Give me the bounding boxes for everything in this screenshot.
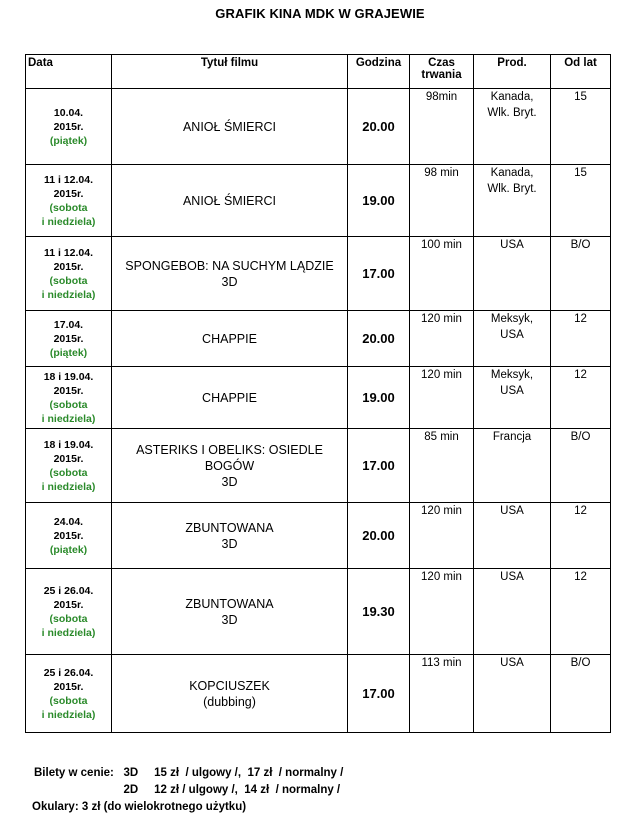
film-title-line: 3D bbox=[221, 612, 238, 627]
cell-hour: 20.00 bbox=[348, 503, 410, 569]
cell-age: B/O bbox=[551, 655, 611, 733]
weekday-text: (sobota bbox=[49, 694, 88, 707]
weekday-text: i niedziela) bbox=[41, 480, 96, 493]
production-country: Kanada, bbox=[490, 91, 534, 103]
weekday-text: (sobota bbox=[49, 274, 88, 287]
weekday-text: i niedziela) bbox=[41, 215, 96, 228]
cell-date bbox=[26, 89, 112, 165]
cell-hour: 17.00 bbox=[348, 237, 410, 311]
cell-length: 120 min bbox=[410, 569, 474, 655]
price-line-3d: Bilety w cenie: 3D 15 zł / ulgowy /, 17 zł / normalny / bbox=[34, 767, 344, 779]
table-row bbox=[26, 503, 611, 569]
cell-date bbox=[26, 569, 112, 655]
cell-length: 120 min bbox=[410, 311, 474, 367]
price-info bbox=[34, 765, 343, 816]
weekday-text: (piątek) bbox=[49, 543, 88, 556]
glasses-price: Okulary: 3 zł (do wielokrotnego użytku) bbox=[32, 801, 247, 813]
cell-date bbox=[26, 311, 112, 367]
film-title-line: SPONGEBOB: NA SUCHYM LĄDZIE bbox=[125, 258, 334, 273]
cell-film-title bbox=[112, 503, 348, 569]
cell-film-title bbox=[112, 311, 348, 367]
cell-length: 98 min bbox=[410, 165, 474, 237]
date-text: 18 i 19.04. bbox=[43, 370, 94, 383]
film-title-line: ZBUNTOWANA bbox=[185, 520, 274, 535]
table-row bbox=[26, 89, 611, 165]
header-production: Prod. bbox=[474, 55, 551, 89]
weekday-text: (sobota bbox=[49, 466, 88, 479]
prices-label: Bilety w cenie: bbox=[34, 767, 114, 779]
cell-production bbox=[474, 503, 551, 569]
cell-film-title bbox=[112, 165, 348, 237]
cell-age: 12 bbox=[551, 503, 611, 569]
cell-production bbox=[474, 165, 551, 237]
production-country: USA bbox=[500, 571, 524, 583]
cell-length: 113 min bbox=[410, 655, 474, 733]
cell-hour: 19.00 bbox=[348, 367, 410, 429]
cell-age: 15 bbox=[551, 89, 611, 165]
cell-hour: 19.00 bbox=[348, 165, 410, 237]
film-title-line: CHAPPIE bbox=[202, 390, 257, 405]
cell-length: 98min bbox=[410, 89, 474, 165]
cell-length: 120 min bbox=[410, 503, 474, 569]
cell-hour: 17.00 bbox=[348, 429, 410, 503]
cell-hour: 20.00 bbox=[348, 89, 410, 165]
date-text: 10.04. bbox=[53, 106, 84, 119]
cell-age: 12 bbox=[551, 311, 611, 367]
date-text: 25 i 26.04. bbox=[43, 666, 94, 679]
date-text: 2015r. bbox=[53, 120, 84, 133]
cell-production bbox=[474, 655, 551, 733]
film-title-line: CHAPPIE bbox=[202, 331, 257, 346]
header-title: Tytuł filmu bbox=[112, 55, 348, 89]
cell-production bbox=[474, 569, 551, 655]
film-title-line: BOGÓW bbox=[204, 458, 255, 473]
date-text: 11 i 12.04. bbox=[43, 246, 94, 259]
cell-film-title bbox=[112, 367, 348, 429]
production-country: Wlk. Bryt. bbox=[487, 183, 537, 195]
weekday-text: (piątek) bbox=[49, 134, 88, 147]
cell-length: 100 min bbox=[410, 237, 474, 311]
film-title-line: 3D bbox=[221, 274, 238, 289]
cell-production bbox=[474, 367, 551, 429]
production-country: Meksyk, bbox=[490, 313, 534, 325]
cell-age: 15 bbox=[551, 165, 611, 237]
cell-age: 12 bbox=[551, 367, 611, 429]
cell-date bbox=[26, 165, 112, 237]
production-country: Meksyk, bbox=[490, 369, 534, 381]
date-text: 2015r. bbox=[53, 260, 84, 273]
header-age: Od lat bbox=[551, 55, 611, 89]
film-title-line: ANIOŁ ŚMIERCI bbox=[182, 119, 277, 134]
film-title-line: KOPCIUSZEK bbox=[189, 678, 270, 693]
cell-film-title bbox=[112, 429, 348, 503]
cell-length: 120 min bbox=[410, 367, 474, 429]
weekday-text: (sobota bbox=[49, 201, 88, 214]
film-title-line: ASTERIKS I OBELIKS: OSIEDLE bbox=[136, 442, 323, 457]
date-text: 11 i 12.04. bbox=[43, 173, 94, 186]
cell-age: 12 bbox=[551, 569, 611, 655]
table-row bbox=[26, 165, 611, 237]
cell-film-title bbox=[112, 89, 348, 165]
weekday-text: (sobota bbox=[49, 398, 88, 411]
schedule-table bbox=[25, 54, 611, 733]
table-row bbox=[26, 429, 611, 503]
production-country: USA bbox=[500, 239, 524, 251]
weekday-text: i niedziela) bbox=[41, 412, 96, 425]
film-title-line: 3D bbox=[221, 536, 238, 551]
cell-date bbox=[26, 503, 112, 569]
date-text: 17.04. bbox=[53, 318, 84, 331]
table-row bbox=[26, 237, 611, 311]
cell-date bbox=[26, 367, 112, 429]
header-length: Czas trwania bbox=[410, 55, 474, 89]
cell-film-title bbox=[112, 569, 348, 655]
cell-age: B/O bbox=[551, 237, 611, 311]
cell-production bbox=[474, 429, 551, 503]
film-title-line: ZBUNTOWANA bbox=[185, 596, 274, 611]
weekday-text: (sobota bbox=[49, 612, 88, 625]
production-country: USA bbox=[500, 657, 524, 669]
production-country: USA bbox=[500, 505, 524, 517]
date-text: 2015r. bbox=[53, 332, 84, 345]
film-title-line: (dubbing) bbox=[203, 694, 256, 709]
cell-age: B/O bbox=[551, 429, 611, 503]
cell-production bbox=[474, 89, 551, 165]
date-text: 25 i 26.04. bbox=[43, 584, 94, 597]
date-text: 2015r. bbox=[53, 384, 84, 397]
table-row bbox=[26, 311, 611, 367]
date-text: 2015r. bbox=[53, 680, 84, 693]
table-row bbox=[26, 569, 611, 655]
weekday-text: i niedziela) bbox=[41, 626, 96, 639]
date-text: 18 i 19.04. bbox=[43, 438, 94, 451]
date-text: 2015r. bbox=[53, 452, 84, 465]
date-text: 2015r. bbox=[53, 529, 84, 542]
cell-hour: 20.00 bbox=[348, 311, 410, 367]
production-country: Kanada, bbox=[490, 167, 534, 179]
date-text: 24.04. bbox=[53, 515, 84, 528]
table-row bbox=[26, 367, 611, 429]
table-row bbox=[26, 655, 611, 733]
header-row bbox=[26, 55, 611, 89]
date-text: 2015r. bbox=[53, 598, 84, 611]
price-line-2d: 2D 12 zł / ulgowy /, 14 zł / normalny / bbox=[123, 784, 341, 796]
film-title-line: ANIOŁ ŚMIERCI bbox=[182, 193, 277, 208]
cell-date bbox=[26, 429, 112, 503]
production-country: USA bbox=[500, 329, 524, 341]
cell-hour: 19.30 bbox=[348, 569, 410, 655]
cell-date bbox=[26, 655, 112, 733]
date-text: 2015r. bbox=[53, 187, 84, 200]
weekday-text: i niedziela) bbox=[41, 288, 96, 301]
header-date: Data bbox=[26, 55, 112, 89]
page-title: GRAFIK KINA MDK W GRAJEWIE bbox=[215, 6, 425, 21]
cell-date bbox=[26, 237, 112, 311]
cell-hour: 17.00 bbox=[348, 655, 410, 733]
film-title-line: 3D bbox=[221, 474, 238, 489]
weekday-text: i niedziela) bbox=[41, 708, 96, 721]
cell-production bbox=[474, 311, 551, 367]
cell-production bbox=[474, 237, 551, 311]
cell-film-title bbox=[112, 237, 348, 311]
production-country: Wlk. Bryt. bbox=[487, 107, 537, 119]
header-hour: Godzina bbox=[348, 55, 410, 89]
production-country: Francja bbox=[492, 431, 532, 443]
weekday-text: (piątek) bbox=[49, 346, 88, 359]
cell-length: 85 min bbox=[410, 429, 474, 503]
cell-film-title bbox=[112, 655, 348, 733]
production-country: USA bbox=[500, 385, 524, 397]
